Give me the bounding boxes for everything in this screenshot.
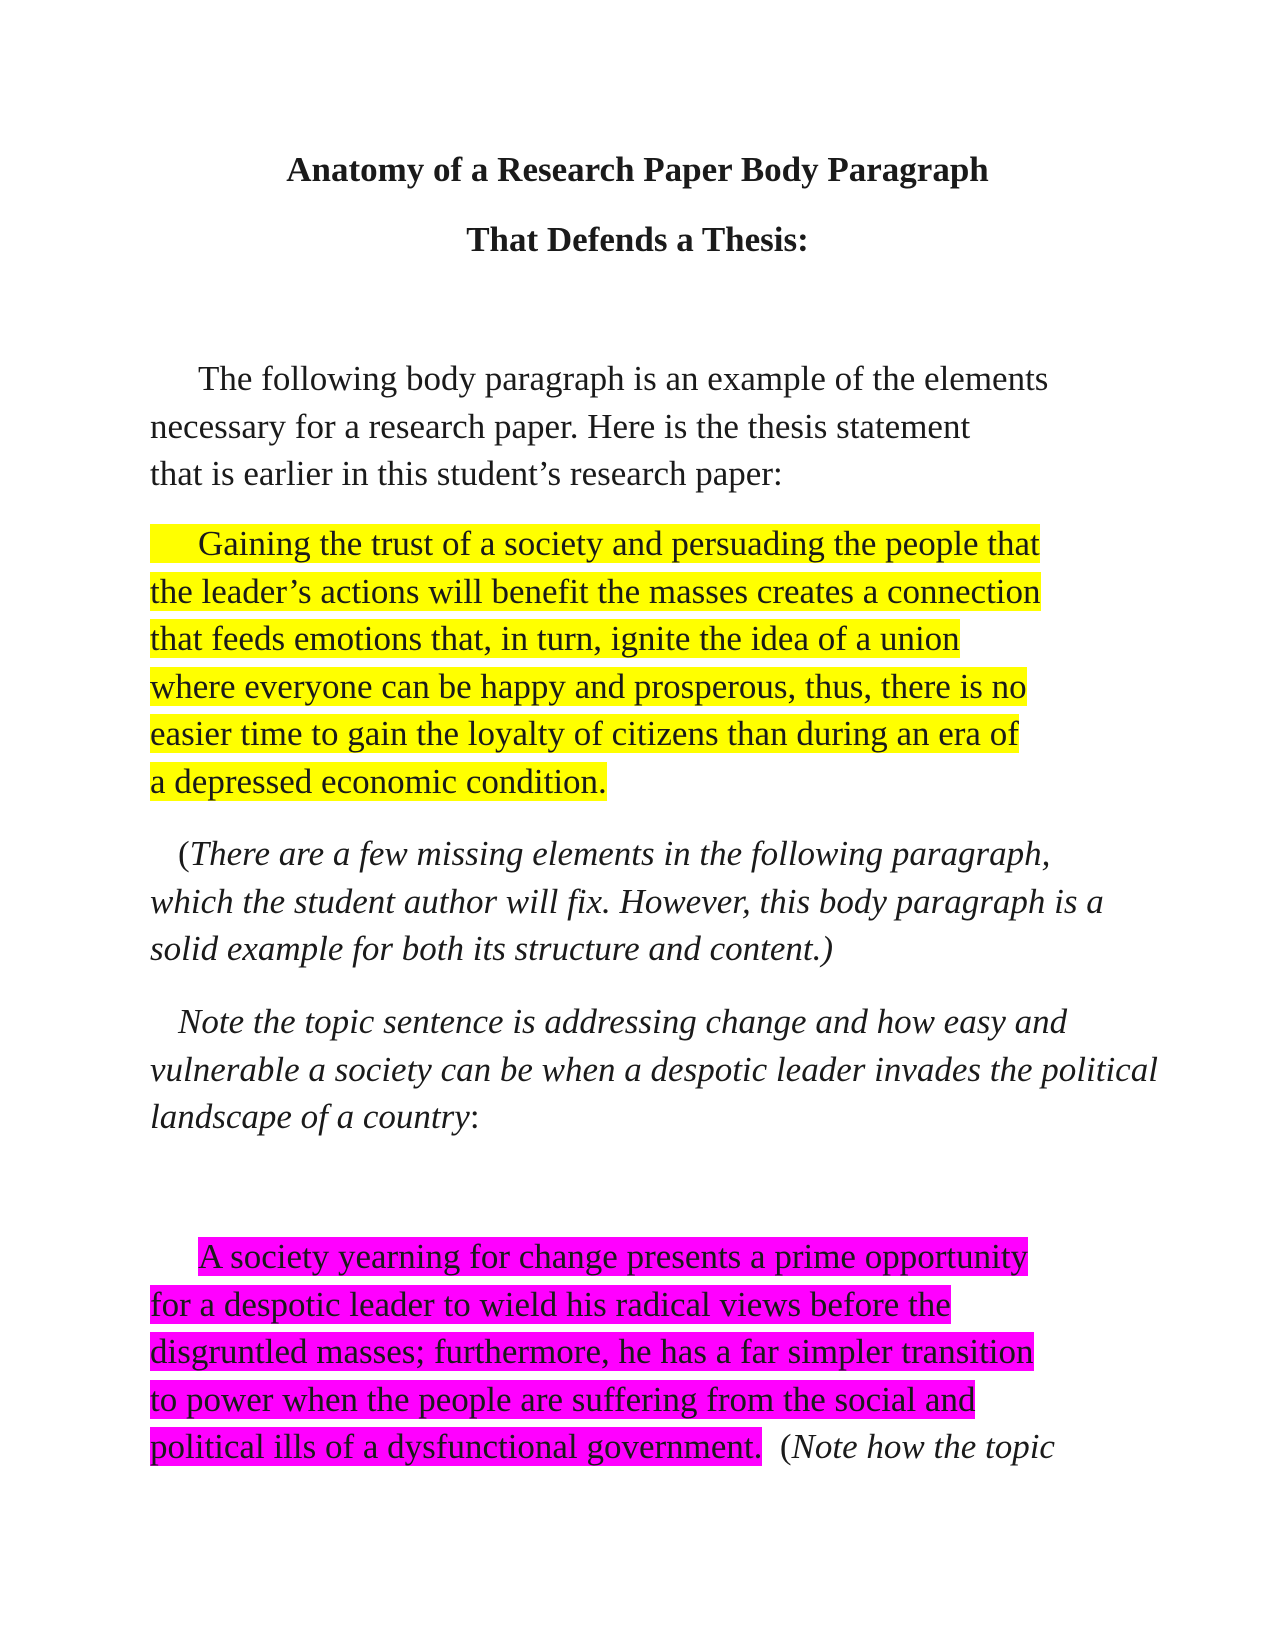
trailing-note: Note how the topic bbox=[791, 1427, 1055, 1467]
note-missing-elements bbox=[150, 830, 1140, 973]
note-line: which the student author will fix. However, this body paragraph is a bbox=[150, 881, 1104, 921]
body-line: political ills of a dysfunctional government. (Note how the topic bbox=[150, 1427, 1055, 1467]
body-line: disgruntled masses; furthermore, he has a far simpler transition bbox=[150, 1332, 1034, 1372]
note-line: solid example for both its structure and content.) bbox=[150, 929, 834, 969]
example-body-paragraph bbox=[150, 1233, 1140, 1471]
thesis-line: that feeds emotions that, in turn, ignite the idea of a union bbox=[150, 619, 960, 659]
intro-line: The following body paragraph is an example of the elements bbox=[198, 359, 1049, 398]
body-line: to power when the people are suffering from the social and bbox=[150, 1379, 976, 1419]
note-line: landscape of a country: bbox=[150, 1097, 480, 1137]
body-line: for a despotic leader to wield his radical views before the bbox=[150, 1284, 951, 1324]
intro-paragraph bbox=[150, 355, 1140, 498]
thesis-line: a depressed economic condition. bbox=[150, 761, 607, 801]
page-subtitle: That Defends a Thesis: bbox=[466, 220, 809, 259]
note-line: (There are a few missing elements in the following paragraph, bbox=[178, 834, 1051, 873]
note-topic-sentence bbox=[150, 998, 1158, 1141]
thesis-line: where everyone can be happy and prosperous, thus, there is no bbox=[150, 666, 1027, 706]
intro-line: that is earlier in this student’s research paper: bbox=[150, 454, 783, 494]
note-line: vulnerable a society can be when a despotic leader invades the political bbox=[150, 1049, 1158, 1089]
intro-line: necessary for a research paper. Here is the thesis statement bbox=[150, 406, 971, 446]
thesis-statement bbox=[150, 520, 1140, 806]
thesis-line: easier time to gain the loyalty of citizens than during an era of bbox=[150, 714, 1019, 754]
page-title: Anatomy of a Research Paper Body Paragraph bbox=[286, 150, 989, 189]
thesis-line: the leader’s actions will benefit the masses creates a connection bbox=[150, 571, 1041, 611]
body-line: A society yearning for change presents a prime opportunity bbox=[198, 1237, 1029, 1276]
thesis-line: Gaining the trust of a society and persuading the people that bbox=[150, 520, 1140, 568]
note-line: Note the topic sentence is addressing change and how easy and bbox=[178, 1002, 1068, 1041]
